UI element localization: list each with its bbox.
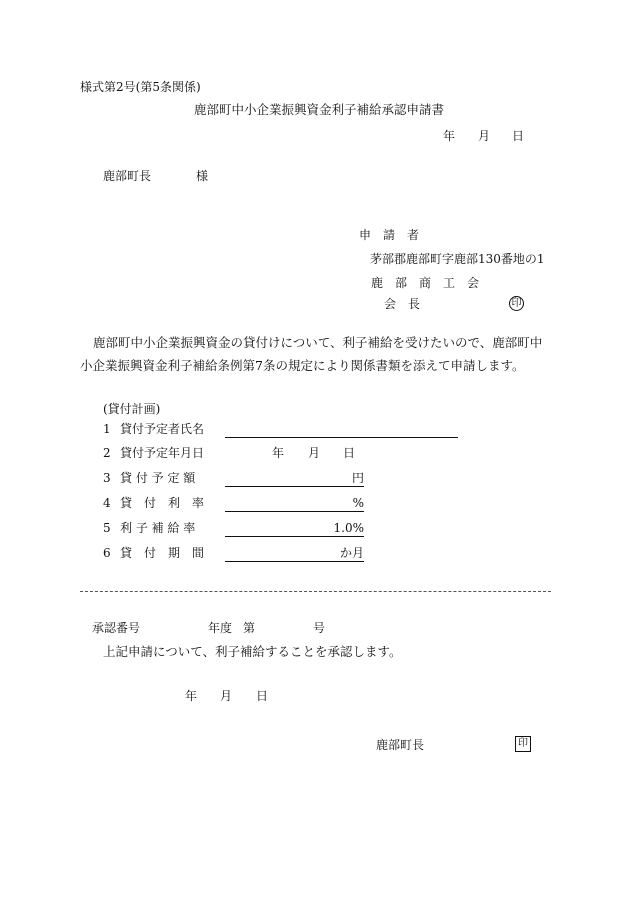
applicant-address: 茅部郡鹿部町字鹿部130番地の1 <box>370 252 545 266</box>
item-number: 1 <box>103 422 111 436</box>
applicant-seal: 印 <box>509 296 524 311</box>
section-divider <box>80 591 551 592</box>
item-number: 2 <box>103 446 111 460</box>
loan-amount-field[interactable]: 円 <box>225 471 364 487</box>
applicant-heading: 申 請 者 <box>359 228 420 242</box>
item-number: 3 <box>103 471 111 485</box>
subsidy-rate-field[interactable]: 1.0% <box>225 521 364 537</box>
loan-plan-item <box>0 496 630 516</box>
item-number: 4 <box>103 496 111 510</box>
item-number: 5 <box>103 521 111 535</box>
applicant-org: 鹿 部 商 工 会 <box>371 276 480 290</box>
approval-number-label: 承認番号 <box>92 621 141 635</box>
approval-date-day: 日 <box>256 689 269 703</box>
loan-plan-item <box>0 422 630 442</box>
loan-plan-item <box>0 521 630 541</box>
honorific: 様 <box>196 169 209 183</box>
date-year: 年 <box>443 129 456 143</box>
approval-text: 上記申請について、利子補給することを承認します。 <box>103 644 402 659</box>
date-day: 日 <box>512 129 525 143</box>
application-body-text: 鹿部町中小企業振興資金の貸付けについて、利子補給を受けたいので、鹿部町中小企業振興資金利子補給条例第7条の規定により関係書類を添えて申請します。 <box>80 335 543 373</box>
approval-seal: 印 <box>515 736 531 752</box>
loan-date-year: 年 <box>272 446 285 460</box>
approval-date-year: 年 <box>185 689 198 703</box>
approval-date-month: 月 <box>220 689 233 703</box>
form-number: 様式第2号(第5条関係) <box>80 80 201 94</box>
loan-date-day: 日 <box>343 446 356 460</box>
loan-plan-item <box>0 446 630 466</box>
interest-rate-field[interactable]: % <box>225 496 364 512</box>
item-label: 貸付予定年月日 <box>120 446 205 460</box>
date-month: 月 <box>478 129 491 143</box>
approval-signer: 鹿部町長 <box>376 738 425 752</box>
approval-dai: 第 <box>243 621 256 635</box>
loan-plan-item <box>0 471 630 491</box>
loan-period-field[interactable]: か月 <box>225 546 364 562</box>
loan-date-month: 月 <box>308 446 321 460</box>
item-label: 貸 付 利 率 <box>120 496 205 510</box>
borrower-name-field[interactable] <box>225 422 458 438</box>
addressee: 鹿部町長 <box>103 169 152 183</box>
approval-go: 号 <box>313 621 326 635</box>
approval-fiscal-year: 年度 <box>208 621 233 635</box>
item-label: 貸 付 期 間 <box>120 546 205 560</box>
item-label: 貸付予定者氏名 <box>120 422 205 436</box>
loan-plan-heading: (貸付計画) <box>103 402 161 416</box>
item-number: 6 <box>103 546 111 560</box>
item-label: 貸 付 予 定 額 <box>120 471 196 485</box>
item-label: 利 子 補 給 率 <box>120 521 196 535</box>
applicant-title: 会 長 <box>384 297 421 311</box>
loan-plan-item <box>0 546 630 566</box>
form-title: 鹿部町中小企業振興資金利子補給承認申請書 <box>194 102 445 117</box>
